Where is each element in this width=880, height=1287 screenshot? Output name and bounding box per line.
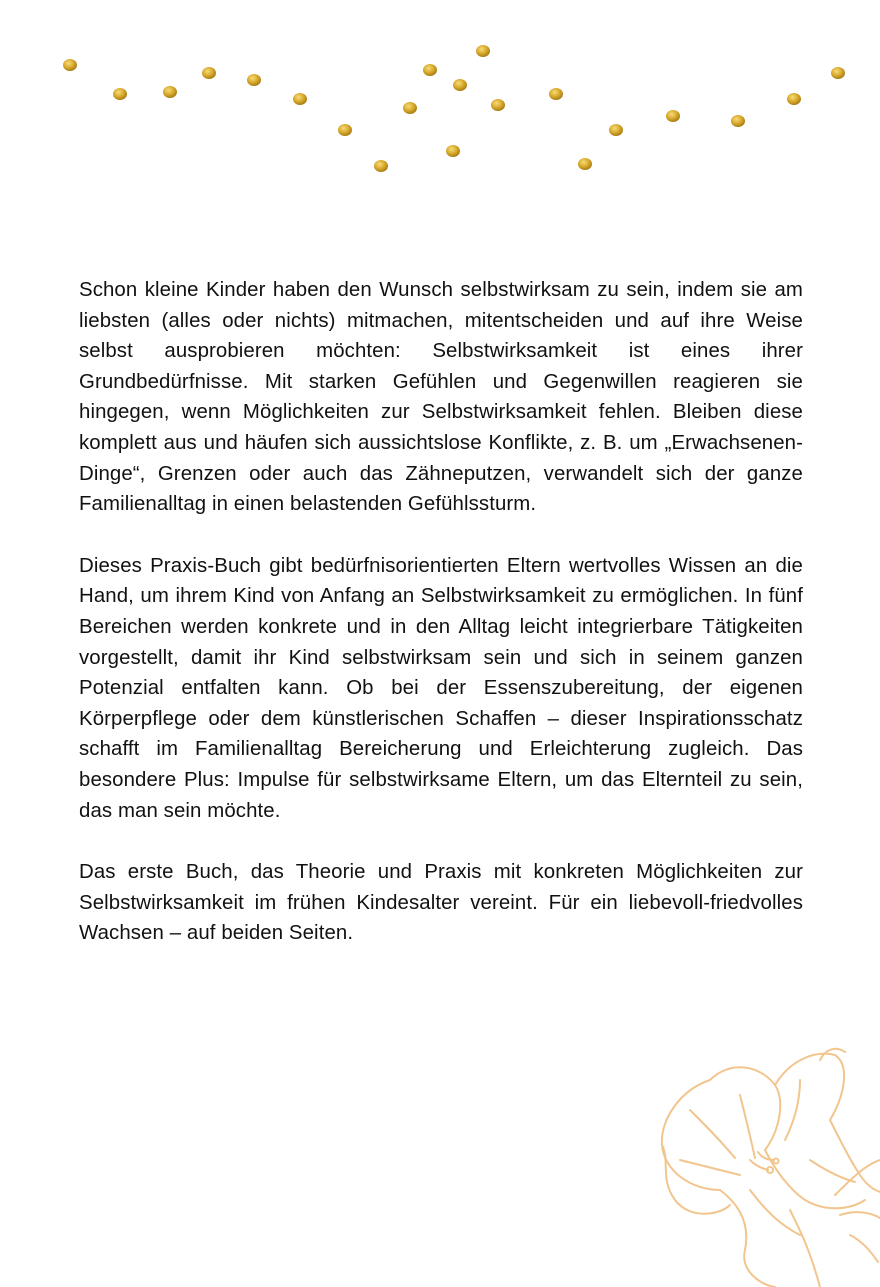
gold-dot: [338, 124, 352, 136]
gold-dot: [609, 124, 623, 136]
gold-dot: [787, 93, 801, 105]
gold-dot: [163, 86, 177, 98]
paragraph-2: Dieses Praxis-Buch gibt bedürfnisorientierten Eltern wertvolles Wissen an die Hand, um ihrem Kind von Anfang an Selbstwirksamkeit zu ermöglichen. In fünf Bereichen werden konkrete und in den Alltag leicht integrierbare Tätigkeiten vorgestellt, damit ihr Kind selbstwirksam sein und sich in seinem ganzen Potenzial entfalten kann. Ob bei der Essenszubereitung, der eigenen Körperpflege oder dem künstlerischen Schaffen – dieser Inspirationsschatz schafft im Familienalltag Bereicherung und Erleichterung zugleich. Das besondere Plus: Impulse für selbstwirksame Eltern, um das Elternteil zu sein, das man sein möchte.: [79, 554, 803, 822]
gold-dot: [63, 59, 77, 71]
paragraph-1: Schon kleine Kinder haben den Wunsch selbstwirksam zu sein, indem sie am liebsten (alles oder nichts) mitmachen, mitentscheiden und auf ihre Weise selbst ausprobieren möchten: Selbstwirksamkeit ist eines ihrer Grundbedürfnisse. Mit starken Gefühlen und Gegenwillen reagieren sie hingegen, wenn Möglichkeiten zur Selbstwirksamkeit fehlen. Bleiben diese komplett aus und häufen sich aussichtslose Konflikte, z. B. um „Erwachsenen-Dinge“, Grenzen oder auch das Zähneputzen, verwandelt sich der ganze Familienalltag in einen belastenden Gefühlssturm.: [79, 279, 803, 516]
gold-dot: [549, 88, 563, 100]
gold-dot: [453, 79, 467, 91]
gold-dot: [374, 160, 388, 172]
gold-dot: [491, 99, 505, 111]
gold-dot: [831, 67, 845, 79]
gold-dot: [247, 74, 261, 86]
gold-dot: [202, 67, 216, 79]
gold-dot: [578, 158, 592, 170]
gold-dot: [293, 93, 307, 105]
gold-dots-garland: [0, 0, 880, 200]
gold-dot: [113, 88, 127, 100]
gold-dot: [666, 110, 680, 122]
paragraph-3: Das erste Buch, das Theorie und Praxis mit konkreten Möglichkeiten zur Selbstwirksamkeit im frühen Kindesalter vereint. Für ein liebevoll-friedvolles Wachsen – auf beiden Seiten.: [79, 861, 803, 945]
flower-illustration: [650, 1040, 880, 1287]
gold-dot: [476, 45, 490, 57]
gold-dot: [446, 145, 460, 157]
blurb-text: [79, 275, 803, 980]
gold-dot: [731, 115, 745, 127]
gold-dot: [403, 102, 417, 114]
gold-dot: [423, 64, 437, 76]
